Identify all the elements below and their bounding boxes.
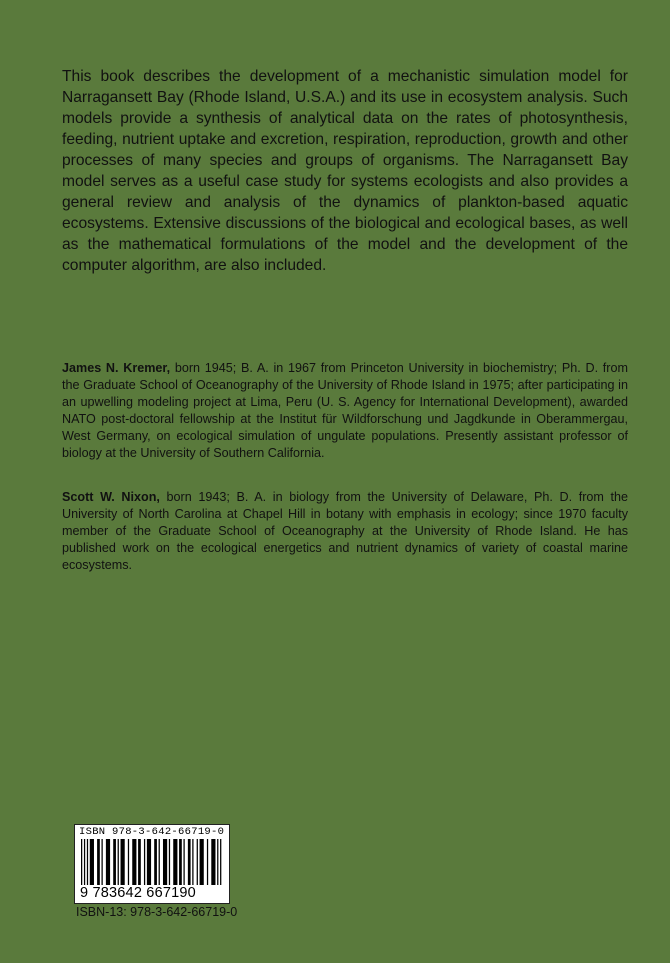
barcode-block [74, 824, 232, 904]
author-name-kremer: James N. Kremer, [62, 361, 171, 375]
barcode-bar [192, 839, 193, 885]
author-bio-nixon [62, 489, 628, 574]
barcode-bar [144, 839, 145, 885]
barcode-bar [113, 839, 116, 885]
barcode-bar [207, 839, 208, 885]
barcode-bar [81, 839, 82, 885]
barcode-image [81, 839, 223, 885]
barcode-bar [84, 839, 85, 885]
barcode-bar [97, 839, 100, 885]
barcode-bar [173, 839, 177, 885]
barcode-digits: 9 783642 667190 [80, 885, 196, 901]
barcode-bar [159, 839, 160, 885]
book-summary: This book describes the development of a mechanistic simulation model for Narragansett Bay (Rhode Island, U.S.A.) and its use in ecosystem analysis. Such models provide a synthesis of analytical data on the rates of photosynthesis, feeding, nutrient uptake and excretion, respiration, reproduction, growth and other processes of many species and groups of organisms. The Narragansett Bay model serves as a useful case study for systems ecologists and also provides a general review and analysis of the dynamics of plankton-based aquatic ecosystems. Extensive discussions of the biological and ecological bases, as well as the mathematical formulations of the model and the development of the computer algorithm, are also included. [62, 68, 628, 274]
author-name-nixon: Scott W. Nixon, [62, 490, 160, 504]
author-bio-text-nixon: born 1943; B. A. in biology from the University of Delaware, Ph. D. from the University of North Carolina at Chapel Hill in botany with emphasis in ecology; since 1970 faculty member of the Graduate School of Oceanography at the University of Rhode Island. He has published work on the ecological energetics and nutrient dynamics of variety of coastal marine ecosystems. [62, 490, 628, 572]
barcode-bar [90, 839, 94, 885]
barcode-bar [211, 839, 215, 885]
barcode-bar [217, 839, 218, 885]
barcode-bar [179, 839, 182, 885]
barcode-bar [106, 839, 110, 885]
barcode-bar [132, 839, 136, 885]
barcode-bar [101, 839, 102, 885]
isbn13-text: ISBN-13: 978-3-642-66719-0 [76, 905, 238, 919]
barcode-bar [183, 839, 184, 885]
barcode-bar [121, 839, 125, 885]
barcode-bar [169, 839, 170, 885]
barcode-bar [87, 839, 88, 885]
barcode-bar [220, 839, 221, 885]
barcode-bar [154, 839, 157, 885]
barcode-bar [188, 839, 191, 885]
barcode-box [74, 824, 230, 904]
barcode-isbn-label: ISBN 978-3-642-66719-0 [79, 826, 225, 838]
barcode-bar [128, 839, 129, 885]
barcode-bar [163, 839, 167, 885]
barcode-bar [118, 839, 119, 885]
barcode-bar [147, 839, 151, 885]
author-bio-text-kremer: born 1945; B. A. in 1967 from Princeton University in biochemistry; Ph. D. from the Graduate School of Oceanography of the University of Rhode Island in 1975; after participating in an upwelling modeling project at Lima, Peru (U. S. Agency for International Development), awarded NATO post-doctoral fellowship at the Institut für Wildforschung und Jagdkunde in Oberammergau, West Germany, on ecological simulation of ungulate populations. Presently assistant professor of biology at the University of Southern California. [62, 361, 628, 460]
barcode-bar [138, 839, 141, 885]
author-bio-kremer [62, 360, 628, 462]
barcode-bar [200, 839, 204, 885]
barcode-bar [197, 839, 198, 885]
